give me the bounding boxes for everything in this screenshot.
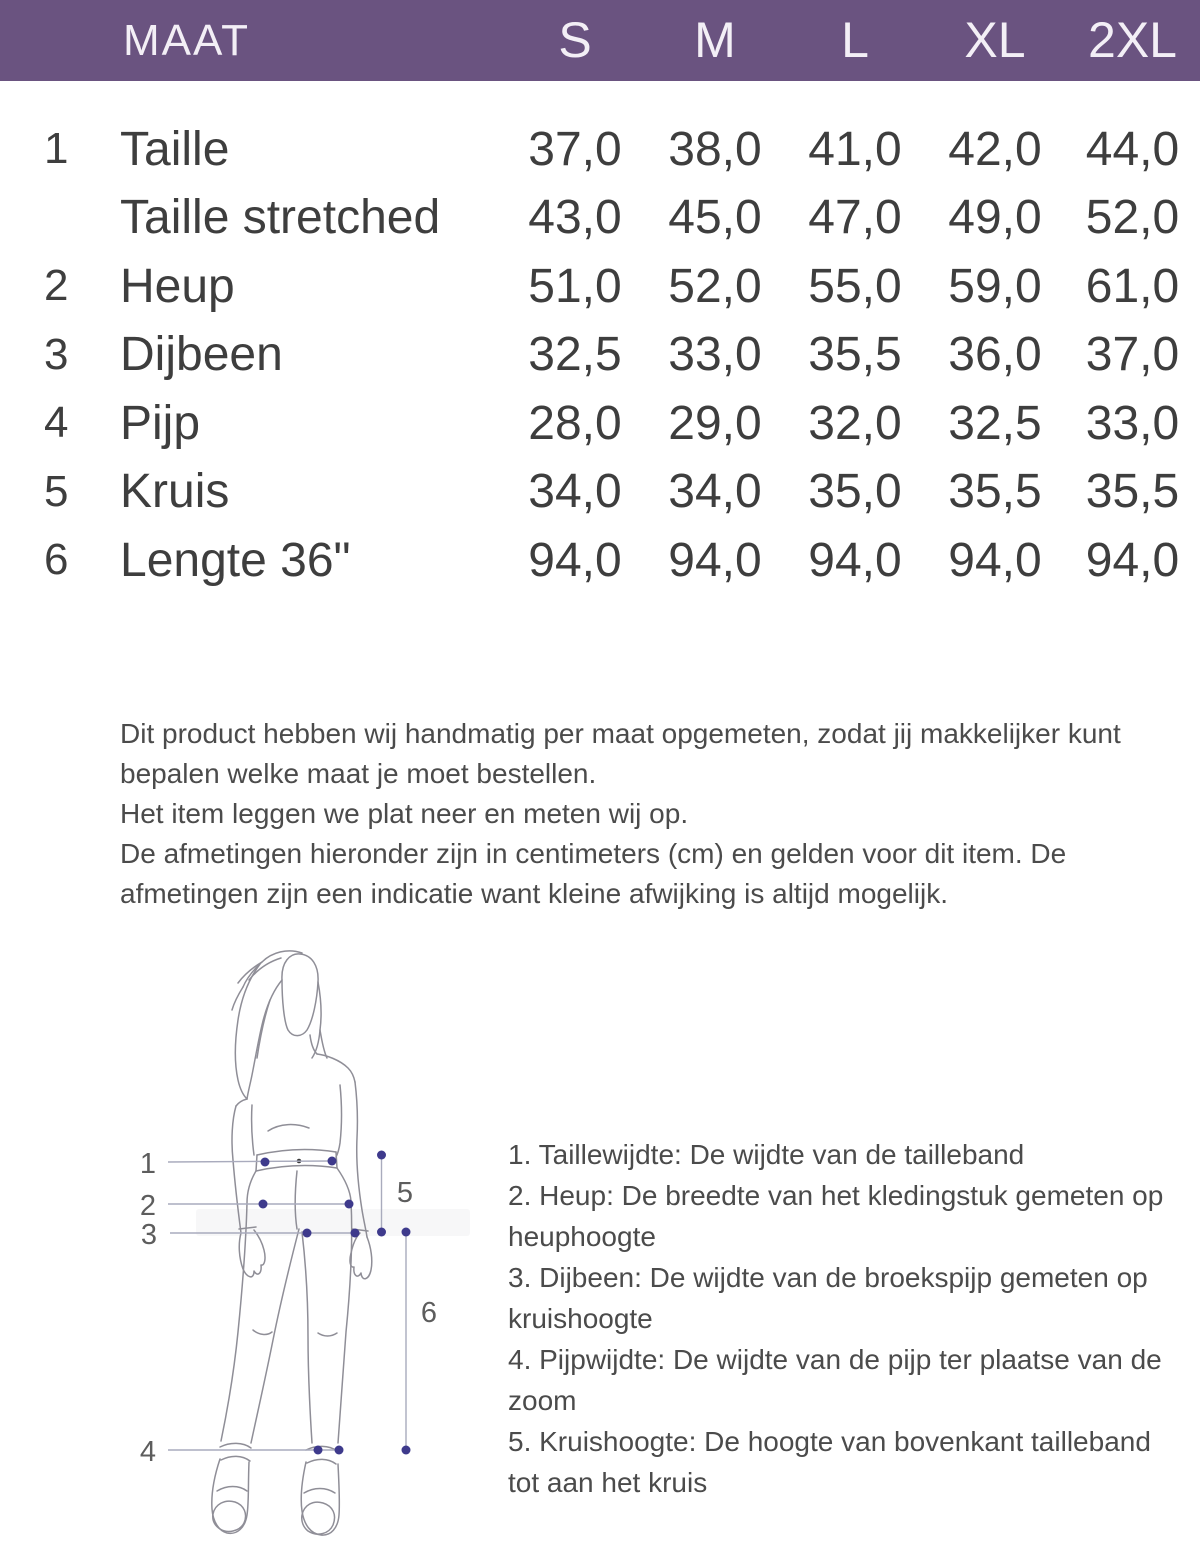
size-value: 94,0 <box>528 533 622 587</box>
size-value: 28,0 <box>528 396 622 450</box>
size-value: 61,0 <box>1085 259 1180 313</box>
measure-label: Lengte 36" <box>120 533 351 587</box>
size-value: 35,5 <box>808 328 902 382</box>
measure-label: Pijp <box>120 396 201 450</box>
row-number: 6 <box>44 535 69 585</box>
size-value: 44,0 <box>1085 122 1180 176</box>
legend-item: 4. Pijpwijdte: De wijdte van de pijp ter plaatse van de zoom <box>508 1344 1162 1416</box>
legend-item: 2. Heup: De breedte van het kledingstuk gemeten op heuphoogte <box>508 1180 1164 1252</box>
measure-dot <box>335 1446 344 1455</box>
measure-dot <box>328 1157 337 1166</box>
table-row <box>0 321 1200 390</box>
measure-label: Kruis <box>120 465 230 519</box>
size-value: 35,0 <box>808 465 902 519</box>
measure-label: Dijbeen <box>120 328 283 382</box>
size-value: 38,0 <box>668 122 762 176</box>
size-col-2xl: 2XL <box>1088 12 1177 68</box>
figure-marker-4: 4 <box>139 1436 157 1468</box>
size-table <box>0 81 1200 595</box>
row-number: 4 <box>44 398 69 448</box>
measure-label: Taille <box>120 122 230 176</box>
measure-dot <box>351 1229 360 1238</box>
size-value: 49,0 <box>948 191 1042 245</box>
size-value: 94,0 <box>668 533 762 587</box>
measure-label: Taille stretched <box>120 191 441 245</box>
size-value: 34,0 <box>528 465 622 519</box>
legend-item: 3. Dijbeen: De wijdte van de broekspijp gemeten op kruishoogte <box>508 1262 1148 1334</box>
size-value: 52,0 <box>1085 191 1180 245</box>
table-row <box>0 526 1200 595</box>
hip-highlight-band <box>196 1209 470 1236</box>
table-header-bar <box>0 0 1200 81</box>
measuring-description <box>120 714 1170 914</box>
table-row <box>0 115 1200 184</box>
size-value: 32,5 <box>528 328 622 382</box>
size-value: 94,0 <box>1085 533 1180 587</box>
size-col-m: M <box>694 12 736 68</box>
description-paragraph: Dit product hebben wij handmatig per maat opgemeten, zodat jij makkelijker kunt bepalen welke maat je moet bestellen. <box>120 718 1121 789</box>
row-number: 1 <box>44 124 69 174</box>
size-value: 45,0 <box>668 191 762 245</box>
size-value: 36,0 <box>948 328 1042 382</box>
legend-item: 1. Taillewijdte: De wijdte van de tailleband <box>508 1139 1025 1170</box>
measure-dot <box>377 1228 386 1237</box>
woman-sketch <box>212 951 372 1535</box>
figure-marker-1: 1 <box>139 1148 157 1180</box>
size-col-s: S <box>558 12 592 68</box>
table-row <box>0 389 1200 458</box>
size-value: 55,0 <box>808 259 902 313</box>
measure-dot <box>377 1151 386 1160</box>
size-value: 42,0 <box>948 122 1042 176</box>
measurement-figure <box>100 930 500 1547</box>
figure-marker-3: 3 <box>140 1219 158 1251</box>
measure-dot <box>303 1229 312 1238</box>
size-value: 33,0 <box>668 328 762 382</box>
measure-dot <box>261 1158 270 1167</box>
table-row <box>0 458 1200 527</box>
description-paragraph: De afmetingen hieronder zijn in centimeters (cm) en gelden voor dit item. De afmetingen zijn een indicatie want kleine afwijking is altijd mogelijk. <box>120 838 1067 909</box>
size-value: 33,0 <box>1085 396 1180 450</box>
table-header-title: MAAT <box>123 16 250 65</box>
size-value: 94,0 <box>808 533 902 587</box>
measure-dot <box>314 1446 323 1455</box>
measure-dot <box>345 1200 354 1209</box>
size-value: 94,0 <box>948 533 1042 587</box>
size-value: 59,0 <box>948 259 1042 313</box>
row-number: 2 <box>44 261 69 311</box>
table-row <box>0 252 1200 321</box>
figure-marker-2: 2 <box>139 1190 157 1222</box>
row-number: 5 <box>44 466 69 516</box>
table-row <box>0 184 1200 253</box>
size-col-xl: XL <box>964 12 1026 68</box>
measure-dot <box>402 1446 411 1455</box>
size-value: 43,0 <box>528 191 622 245</box>
size-value: 47,0 <box>808 191 902 245</box>
size-value: 34,0 <box>668 465 762 519</box>
figure-marker-6: 6 <box>420 1297 438 1329</box>
size-value: 35,5 <box>948 465 1042 519</box>
size-value: 32,5 <box>948 396 1042 450</box>
measure-dot <box>259 1200 268 1209</box>
size-value: 32,0 <box>808 396 902 450</box>
size-value: 37,0 <box>1085 328 1180 382</box>
size-value: 41,0 <box>808 122 902 176</box>
row-number: 3 <box>44 329 69 379</box>
measure-dot <box>402 1228 411 1237</box>
figure-marker-5: 5 <box>396 1177 414 1209</box>
measure-label: Heup <box>120 259 235 313</box>
size-value: 35,5 <box>1085 465 1180 519</box>
size-value: 51,0 <box>528 259 622 313</box>
size-col-l: L <box>841 12 869 68</box>
measure-lines <box>168 1155 406 1450</box>
description-paragraph: Het item leggen we plat neer en meten wij op. <box>120 798 689 829</box>
size-value: 52,0 <box>668 259 762 313</box>
measure-legend <box>508 1134 1188 1503</box>
measure-line-taille <box>168 1161 332 1162</box>
size-value: 37,0 <box>528 122 622 176</box>
legend-item: 5. Kruishoogte: De hoogte van bovenkant tailleband tot aan het kruis <box>508 1426 1151 1498</box>
size-value: 29,0 <box>668 396 762 450</box>
